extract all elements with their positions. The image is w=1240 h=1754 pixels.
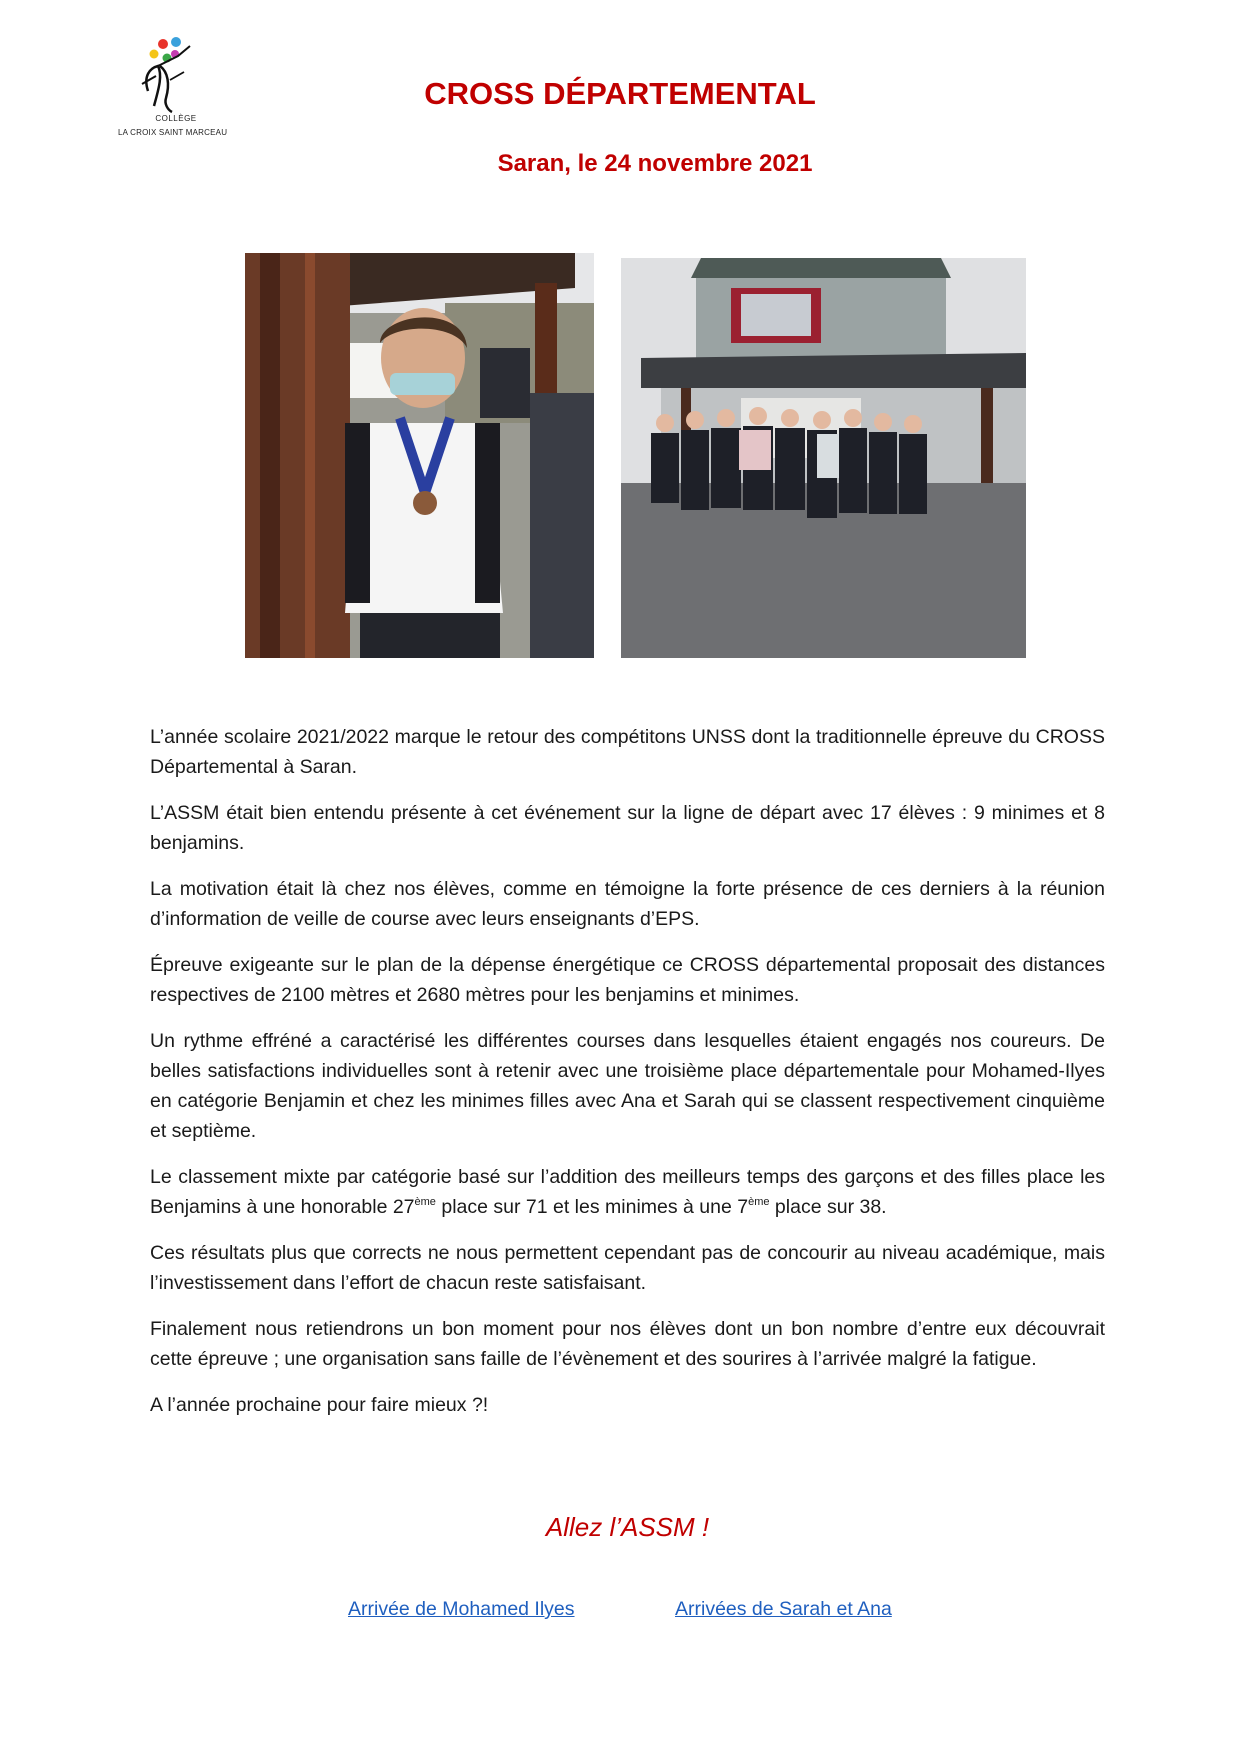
logo-line-school-name: LA CROIX SAINT MARCEAU [118,128,228,137]
link-arrivee-mohamed-ilyes[interactable]: Arrivée de Mohamed Ilyes [348,1598,575,1620]
paragraph-6-part-c: place sur 38. [769,1196,887,1218]
logo-line-college: COLLÈGE [155,114,197,123]
photo-group-students [621,258,1026,658]
ordinal-suffix-1: ème [414,1196,436,1208]
page-title: CROSS DÉPARTEMENTAL [424,76,816,111]
ordinal-suffix-2: ème [748,1196,770,1208]
page-subtitle: Saran, le 24 novembre 2021 [497,150,813,177]
paragraph-1: L’année scolaire 2021/2022 marque le retour des compétitons UNSS dont la traditionnelle épreuve du CROSS Départemental à Saran. [150,726,1105,778]
paragraph-8: Finalement nous retiendrons un bon moment pour nos élèves dont un bon nombre d’entre eux découvrait cette épreuve ; une organisation sans faille de l’évènement et des sourires à l’arrivée malgré la fatigue. [150,1318,1105,1370]
paragraph-3: La motivation était là chez nos élèves, comme en témoigne la forte présence de ces derniers à la réunion d’information de veille de course avec leurs enseignants d’EPS. [150,878,1105,930]
video-links [0,1598,1240,1628]
article-body [150,722,1105,1436]
photo-medal-student [245,253,594,658]
paragraph-2: L’ASSM était bien entendu présente à cet événement sur la ligne de départ avec 17 élèves : 9 minimes et 8 benjamins. [150,802,1105,854]
closing-cheer: Allez l’ASSM ! [545,1512,710,1542]
paragraph-9: A l’année prochaine pour faire mieux ?! [150,1394,489,1416]
link-arrivees-sarah-ana[interactable]: Arrivées de Sarah et Ana [675,1598,892,1620]
paragraph-4: Épreuve exigeante sur le plan de la dépense énergétique ce CROSS départemental proposait des distances respectives de 2100 mètres et 2680 mètres pour les benjamins et minimes. [150,954,1105,1006]
paragraph-7: Ces résultats plus que corrects ne nous permettent cependant pas de concourir au niveau académique, mais l’investissement dans l’effort de chacun reste satisfaisant. [150,1242,1105,1294]
paragraph-6-part-b: place sur 71 et les minimes à une 7 [435,1196,749,1218]
paragraph-6-part-a: Le classement mixte par catégorie basé sur l’addition des meilleurs temps des garçons et des filles place les Benjamins à une honorable 27 [150,1166,1105,1218]
paragraph-6 [150,1162,1105,1222]
paragraph-5: Un rythme effréné a caractérisé les différentes courses dans lesquelles étaient engagés nos coureurs. De belles satisfactions individuelles sont à retenir avec une troisième place départementale pour Mohamed-Ilyes en catégorie Benjamin et chez les minimes filles avec Ana et Sarah qui se classent respectivement cinquième et septième. [150,1030,1105,1142]
